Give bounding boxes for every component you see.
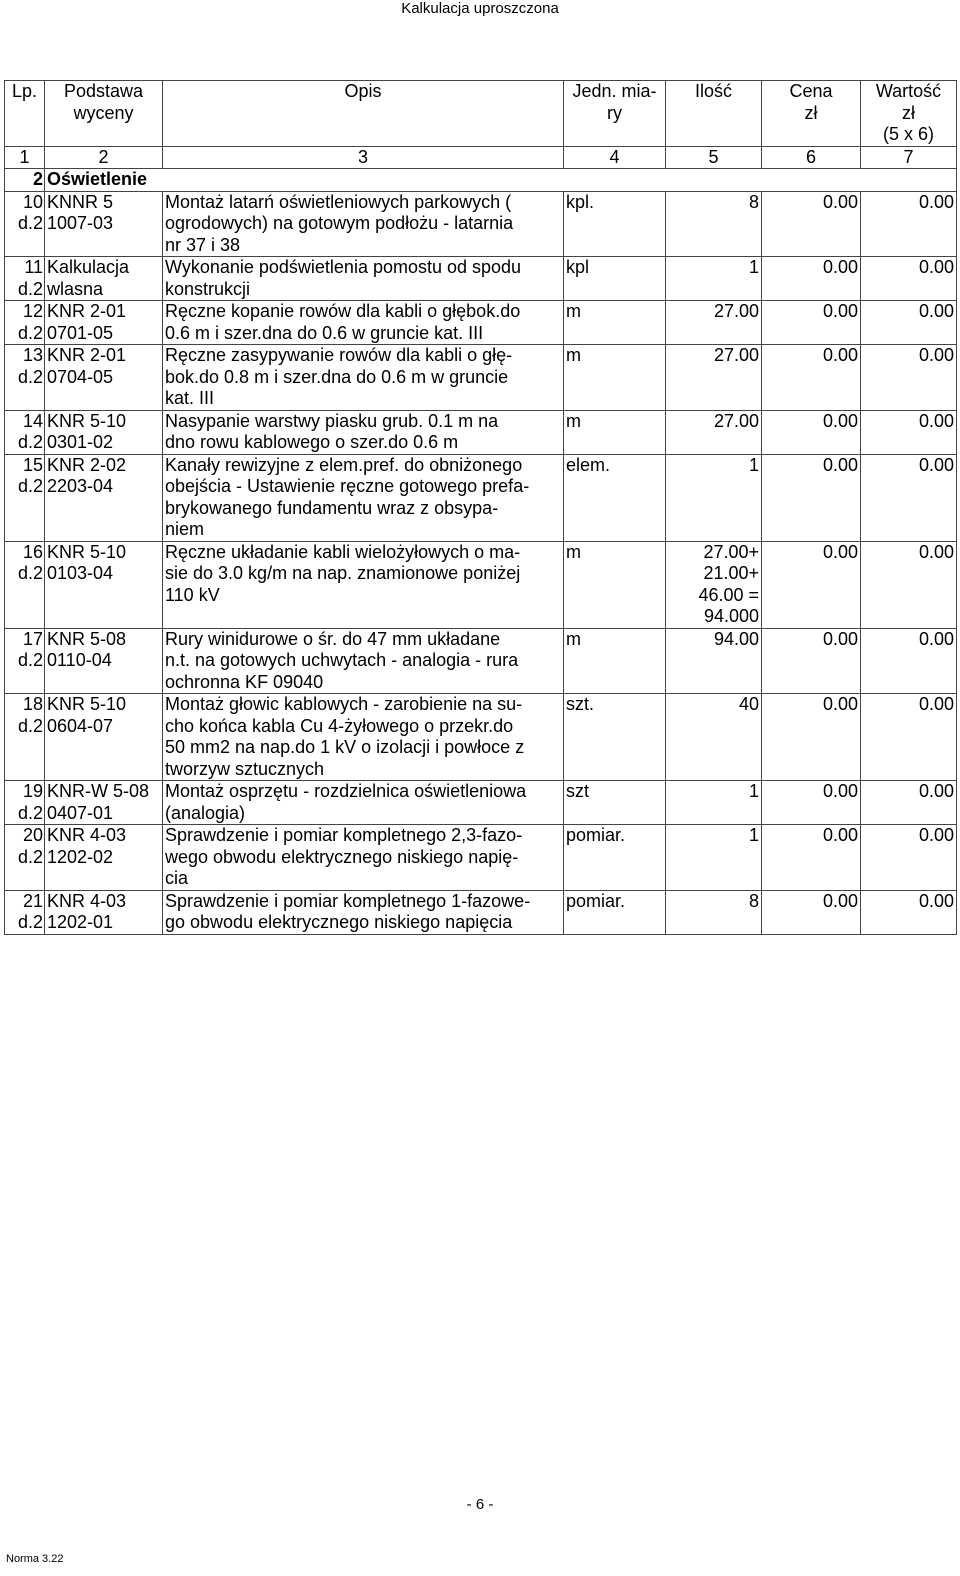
row-jedn: m: [564, 301, 666, 345]
row-lp: 16 d.2: [5, 541, 45, 628]
table-row: [5, 781, 957, 825]
row-jedn: m: [564, 345, 666, 411]
table-row: [5, 454, 957, 541]
row-podstawa: KNR 5-08 0110-04: [45, 628, 163, 694]
col-number: 2: [45, 146, 163, 169]
section-name: Oświetlenie: [45, 169, 957, 192]
row-wartosc: 0.00: [861, 781, 957, 825]
table-row: [5, 541, 957, 628]
col-podstawa: Podstawa wyceny: [45, 81, 163, 147]
row-lp: 19 d.2: [5, 781, 45, 825]
row-cena: 0.00: [762, 454, 861, 541]
row-opis: Sprawdzenie i pomiar kompletnego 2,3-fazo- wego obwodu elektrycznego niskiego napię- cia: [163, 825, 564, 891]
row-ilosc: 1: [666, 257, 762, 301]
row-cena: 0.00: [762, 825, 861, 891]
col-jedn: Jedn. mia- ry: [564, 81, 666, 147]
row-opis: Ręczne układanie kabli wielożyłowych o ma- sie do 3.0 kg/m na nap. znamionowe poniżej 110 kV: [163, 541, 564, 628]
table-row: [5, 628, 957, 694]
col-opis: Opis: [163, 81, 564, 147]
row-lp: 13 d.2: [5, 345, 45, 411]
row-opis: Montaż osprzętu - rozdzielnica oświetleniowa (analogia): [163, 781, 564, 825]
col-ilosc: Ilość: [666, 81, 762, 147]
row-opis: Sprawdzenie i pomiar kompletnego 1-fazowe- go obwodu elektrycznego niskiego napięcia: [163, 890, 564, 934]
row-podstawa: KNR 5-10 0604-07: [45, 694, 163, 781]
row-podstawa: KNR 4-03 1202-01: [45, 890, 163, 934]
table-row: [5, 825, 957, 891]
row-podstawa: KNR 5-10 0301-02: [45, 410, 163, 454]
row-ilosc: 1: [666, 781, 762, 825]
row-wartosc: 0.00: [861, 191, 957, 257]
row-opis: Kanały rewizyjne z elem.pref. do obniżonego obejścia - Ustawienie ręczne gotowego prefa- brykowanego fundamentu wraz z obsypa- niem: [163, 454, 564, 541]
row-podstawa: KNR-W 5-08 0407-01: [45, 781, 163, 825]
calculation-table: [4, 80, 957, 935]
table-row: [5, 410, 957, 454]
col-number: 4: [564, 146, 666, 169]
row-cena: 0.00: [762, 781, 861, 825]
row-lp: 15 d.2: [5, 454, 45, 541]
row-ilosc: 8: [666, 191, 762, 257]
row-cena: 0.00: [762, 191, 861, 257]
section-row: [5, 169, 957, 192]
row-ilosc: 27.00: [666, 345, 762, 411]
col-number: 6: [762, 146, 861, 169]
row-lp: 20 d.2: [5, 825, 45, 891]
row-wartosc: 0.00: [861, 628, 957, 694]
row-lp: 21 d.2: [5, 890, 45, 934]
row-jedn: pomiar.: [564, 890, 666, 934]
page-number: - 6 -: [466, 1496, 494, 1513]
row-opis: Wykonanie podświetlenia pomostu od spodu konstrukcji: [163, 257, 564, 301]
row-podstawa: KNR 4-03 1202-02: [45, 825, 163, 891]
table-row: [5, 257, 957, 301]
row-cena: 0.00: [762, 345, 861, 411]
col-number: 1: [5, 146, 45, 169]
row-ilosc: 1: [666, 825, 762, 891]
row-opis: Nasypanie warstwy piasku grub. 0.1 m na dno rowu kablowego o szer.do 0.6 m: [163, 410, 564, 454]
row-jedn: elem.: [564, 454, 666, 541]
row-wartosc: 0.00: [861, 257, 957, 301]
row-podstawa: KNR 2-01 0704-05: [45, 345, 163, 411]
row-jedn: kpl: [564, 257, 666, 301]
col-number: 7: [861, 146, 957, 169]
row-jedn: m: [564, 541, 666, 628]
table-row: [5, 191, 957, 257]
row-opis: Montaż głowic kablowych - zarobienie na su- cho końca kabla Cu 4-żyłowego o przekr.do 50 mm2 na nap.do 1 kV o izolacji i powłoce z tworzyw sztucznych: [163, 694, 564, 781]
row-podstawa: KNR 2-01 0701-05: [45, 301, 163, 345]
row-lp: 17 d.2: [5, 628, 45, 694]
row-ilosc: 8: [666, 890, 762, 934]
row-ilosc: 27.00: [666, 301, 762, 345]
row-podstawa: Kalkulacja wlasna: [45, 257, 163, 301]
row-lp: 14 d.2: [5, 410, 45, 454]
row-jedn: m: [564, 628, 666, 694]
page-title: Kalkulacja uproszczona: [401, 0, 559, 17]
row-ilosc: 1: [666, 454, 762, 541]
row-jedn: pomiar.: [564, 825, 666, 891]
row-wartosc: 0.00: [861, 890, 957, 934]
row-lp: 12 d.2: [5, 301, 45, 345]
row-podstawa: KNNR 5 1007-03: [45, 191, 163, 257]
row-wartosc: 0.00: [861, 410, 957, 454]
row-opis: Montaż latarń oświetleniowych parkowych ( ogrodowych) na gotowym podłożu - latarnia nr 37 i 38: [163, 191, 564, 257]
row-wartosc: 0.00: [861, 541, 957, 628]
row-opis: Ręczne zasypywanie rowów dla kabli o głę- bok.do 0.8 m i szer.dna do 0.6 m w gruncie kat. III: [163, 345, 564, 411]
table-row: [5, 345, 957, 411]
row-cena: 0.00: [762, 257, 861, 301]
row-cena: 0.00: [762, 301, 861, 345]
row-ilosc: 27.00: [666, 410, 762, 454]
row-cena: 0.00: [762, 694, 861, 781]
row-wartosc: 0.00: [861, 825, 957, 891]
row-jedn: kpl.: [564, 191, 666, 257]
row-jedn: szt: [564, 781, 666, 825]
row-ilosc: 40: [666, 694, 762, 781]
row-lp: 18 d.2: [5, 694, 45, 781]
col-number: 5: [666, 146, 762, 169]
row-jedn: szt.: [564, 694, 666, 781]
col-lp: Lp.: [5, 81, 45, 147]
col-cena: Cena zł: [762, 81, 861, 147]
header-row: [5, 81, 957, 147]
row-cena: 0.00: [762, 541, 861, 628]
row-jedn: m: [564, 410, 666, 454]
row-wartosc: 0.00: [861, 454, 957, 541]
section-number: 2: [5, 169, 45, 192]
software-brand: Norma 3.22: [6, 1553, 64, 1565]
column-number-row: [5, 146, 957, 169]
table-row: [5, 301, 957, 345]
row-wartosc: 0.00: [861, 301, 957, 345]
col-wartosc: Wartość zł (5 x 6): [861, 81, 957, 147]
row-cena: 0.00: [762, 628, 861, 694]
row-wartosc: 0.00: [861, 694, 957, 781]
row-ilosc: 27.00+ 21.00+ 46.00 = 94.000: [666, 541, 762, 628]
row-podstawa: KNR 2-02 2203-04: [45, 454, 163, 541]
row-cena: 0.00: [762, 410, 861, 454]
row-podstawa: KNR 5-10 0103-04: [45, 541, 163, 628]
table-row: [5, 694, 957, 781]
row-opis: Ręczne kopanie rowów dla kabli o głębok.do 0.6 m i szer.dna do 0.6 w gruncie kat. III: [163, 301, 564, 345]
row-cena: 0.00: [762, 890, 861, 934]
row-wartosc: 0.00: [861, 345, 957, 411]
row-lp: 10 d.2: [5, 191, 45, 257]
table-row: [5, 890, 957, 934]
row-ilosc: 94.00: [666, 628, 762, 694]
row-opis: Rury winidurowe o śr. do 47 mm układane n.t. na gotowych uchwytach - analogia - rura ochronna KF 09040: [163, 628, 564, 694]
row-lp: 11 d.2: [5, 257, 45, 301]
col-number: 3: [163, 146, 564, 169]
